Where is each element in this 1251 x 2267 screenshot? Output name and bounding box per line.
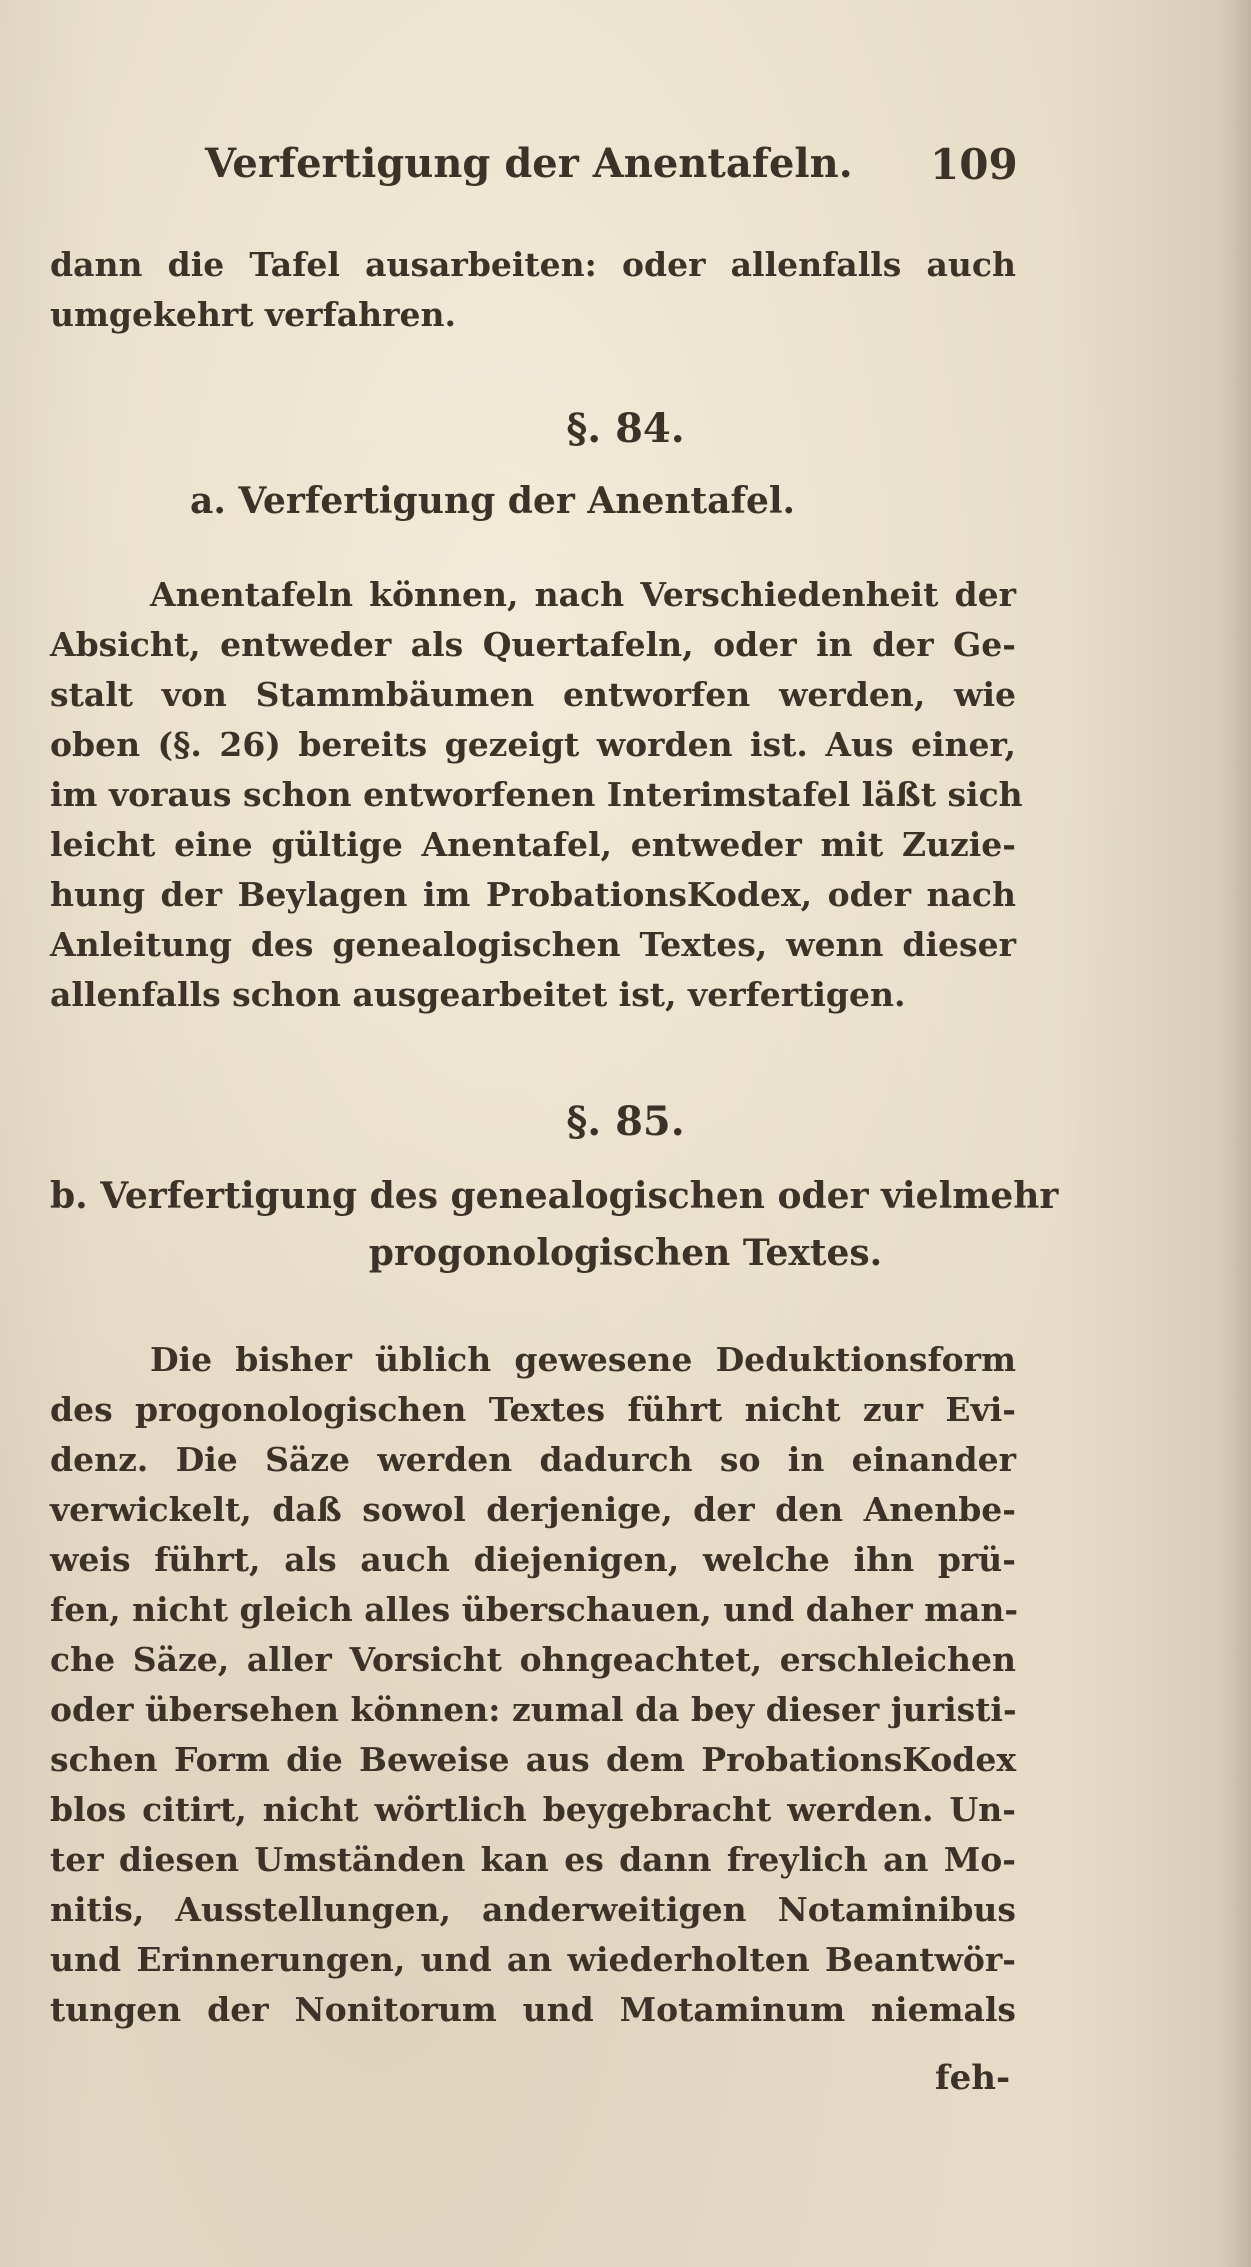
text-line: dann die Tafel ausarbeiten: oder allenfalls auch [50,245,1016,284]
catchword: feh- [935,2058,1011,2098]
text-line: denz. Die Säze werden dadurch so in einander [50,1440,1016,1479]
text-line: umgekehrt verfahren. [50,295,456,334]
text-line: hung der Beylagen im ProbationsKodex, oder nach [50,875,1016,914]
text-line: schen Form die Beweise aus dem ProbationsKodex [50,1740,1016,1779]
text-line: nitis, Ausstellungen, anderweitigen Notaminibus [50,1890,1016,1929]
text-line: des progonologischen Textes führt nicht zur Evi- [50,1390,1016,1429]
page-number: 109 [930,140,1018,189]
section-85-title-line-2: progonologischen Textes. [368,1232,883,1274]
intro-paragraph [50,240,1016,340]
text-line: und Erinnerungen, und an wiederholten Beantwör- [50,1940,1016,1979]
text-line: weis führt, als auch diejenigen, welche ihn prü- [50,1540,1016,1579]
text-line: Absicht, entweder als Quertafeln, oder in der Ge- [50,625,1016,664]
section-85-paragraph [50,1335,1019,2035]
text-line: ter diesen Umständen kan es dann freylich an Mo- [50,1840,1016,1879]
section-85-title-line-1: b. Verfertigung des genealogischen oder vielmehr [50,1175,1059,1217]
text-line: Die bisher üblich gewesene Deduktionsform [150,1340,1016,1379]
text-line: blos citirt, nicht wörtlich beygebracht werden. Un- [50,1790,1016,1829]
text-line: allenfalls schon ausgearbeitet ist, verfertigen. [50,975,906,1014]
text-line: oder übersehen können: zumal da bey dieser juristi- [50,1690,1017,1729]
running-title: Verfertigung der Anentafeln. [205,140,853,187]
text-line: leicht eine gültige Anentafel, entweder mit Zuzie- [50,825,1016,864]
text-line: Anentafeln können, nach Verschiedenheit der [150,575,1016,614]
text-line: verwickelt, daß sowol derjenige, der den Anenbe- [50,1490,1016,1529]
text-line: tungen der Nonitorum und Motaminum niemals [50,1990,1016,2029]
text-line: che Säze, aller Vorsicht ohngeachtet, erschleichen [50,1640,1016,1679]
section-84-paragraph [50,570,1023,1020]
section-84-title: a. Verfertigung der Anentafel. [190,480,796,522]
section-84-number: §. 84. [566,405,685,452]
text-line: Anleitung des genealogischen Textes, wenn dieser [50,925,1016,964]
text-line: oben (§. 26) bereits gezeigt worden ist. Aus einer, [50,725,1016,764]
text-line: stalt von Stammbäumen entworfen werden, wie [50,675,1016,714]
text-line: fen, nicht gleich alles überschauen, und daher man- [50,1590,1019,1629]
section-85-number: §. 85. [566,1098,685,1145]
text-line: im voraus schon entworfenen Interimstafel läßt sich [50,775,1023,814]
